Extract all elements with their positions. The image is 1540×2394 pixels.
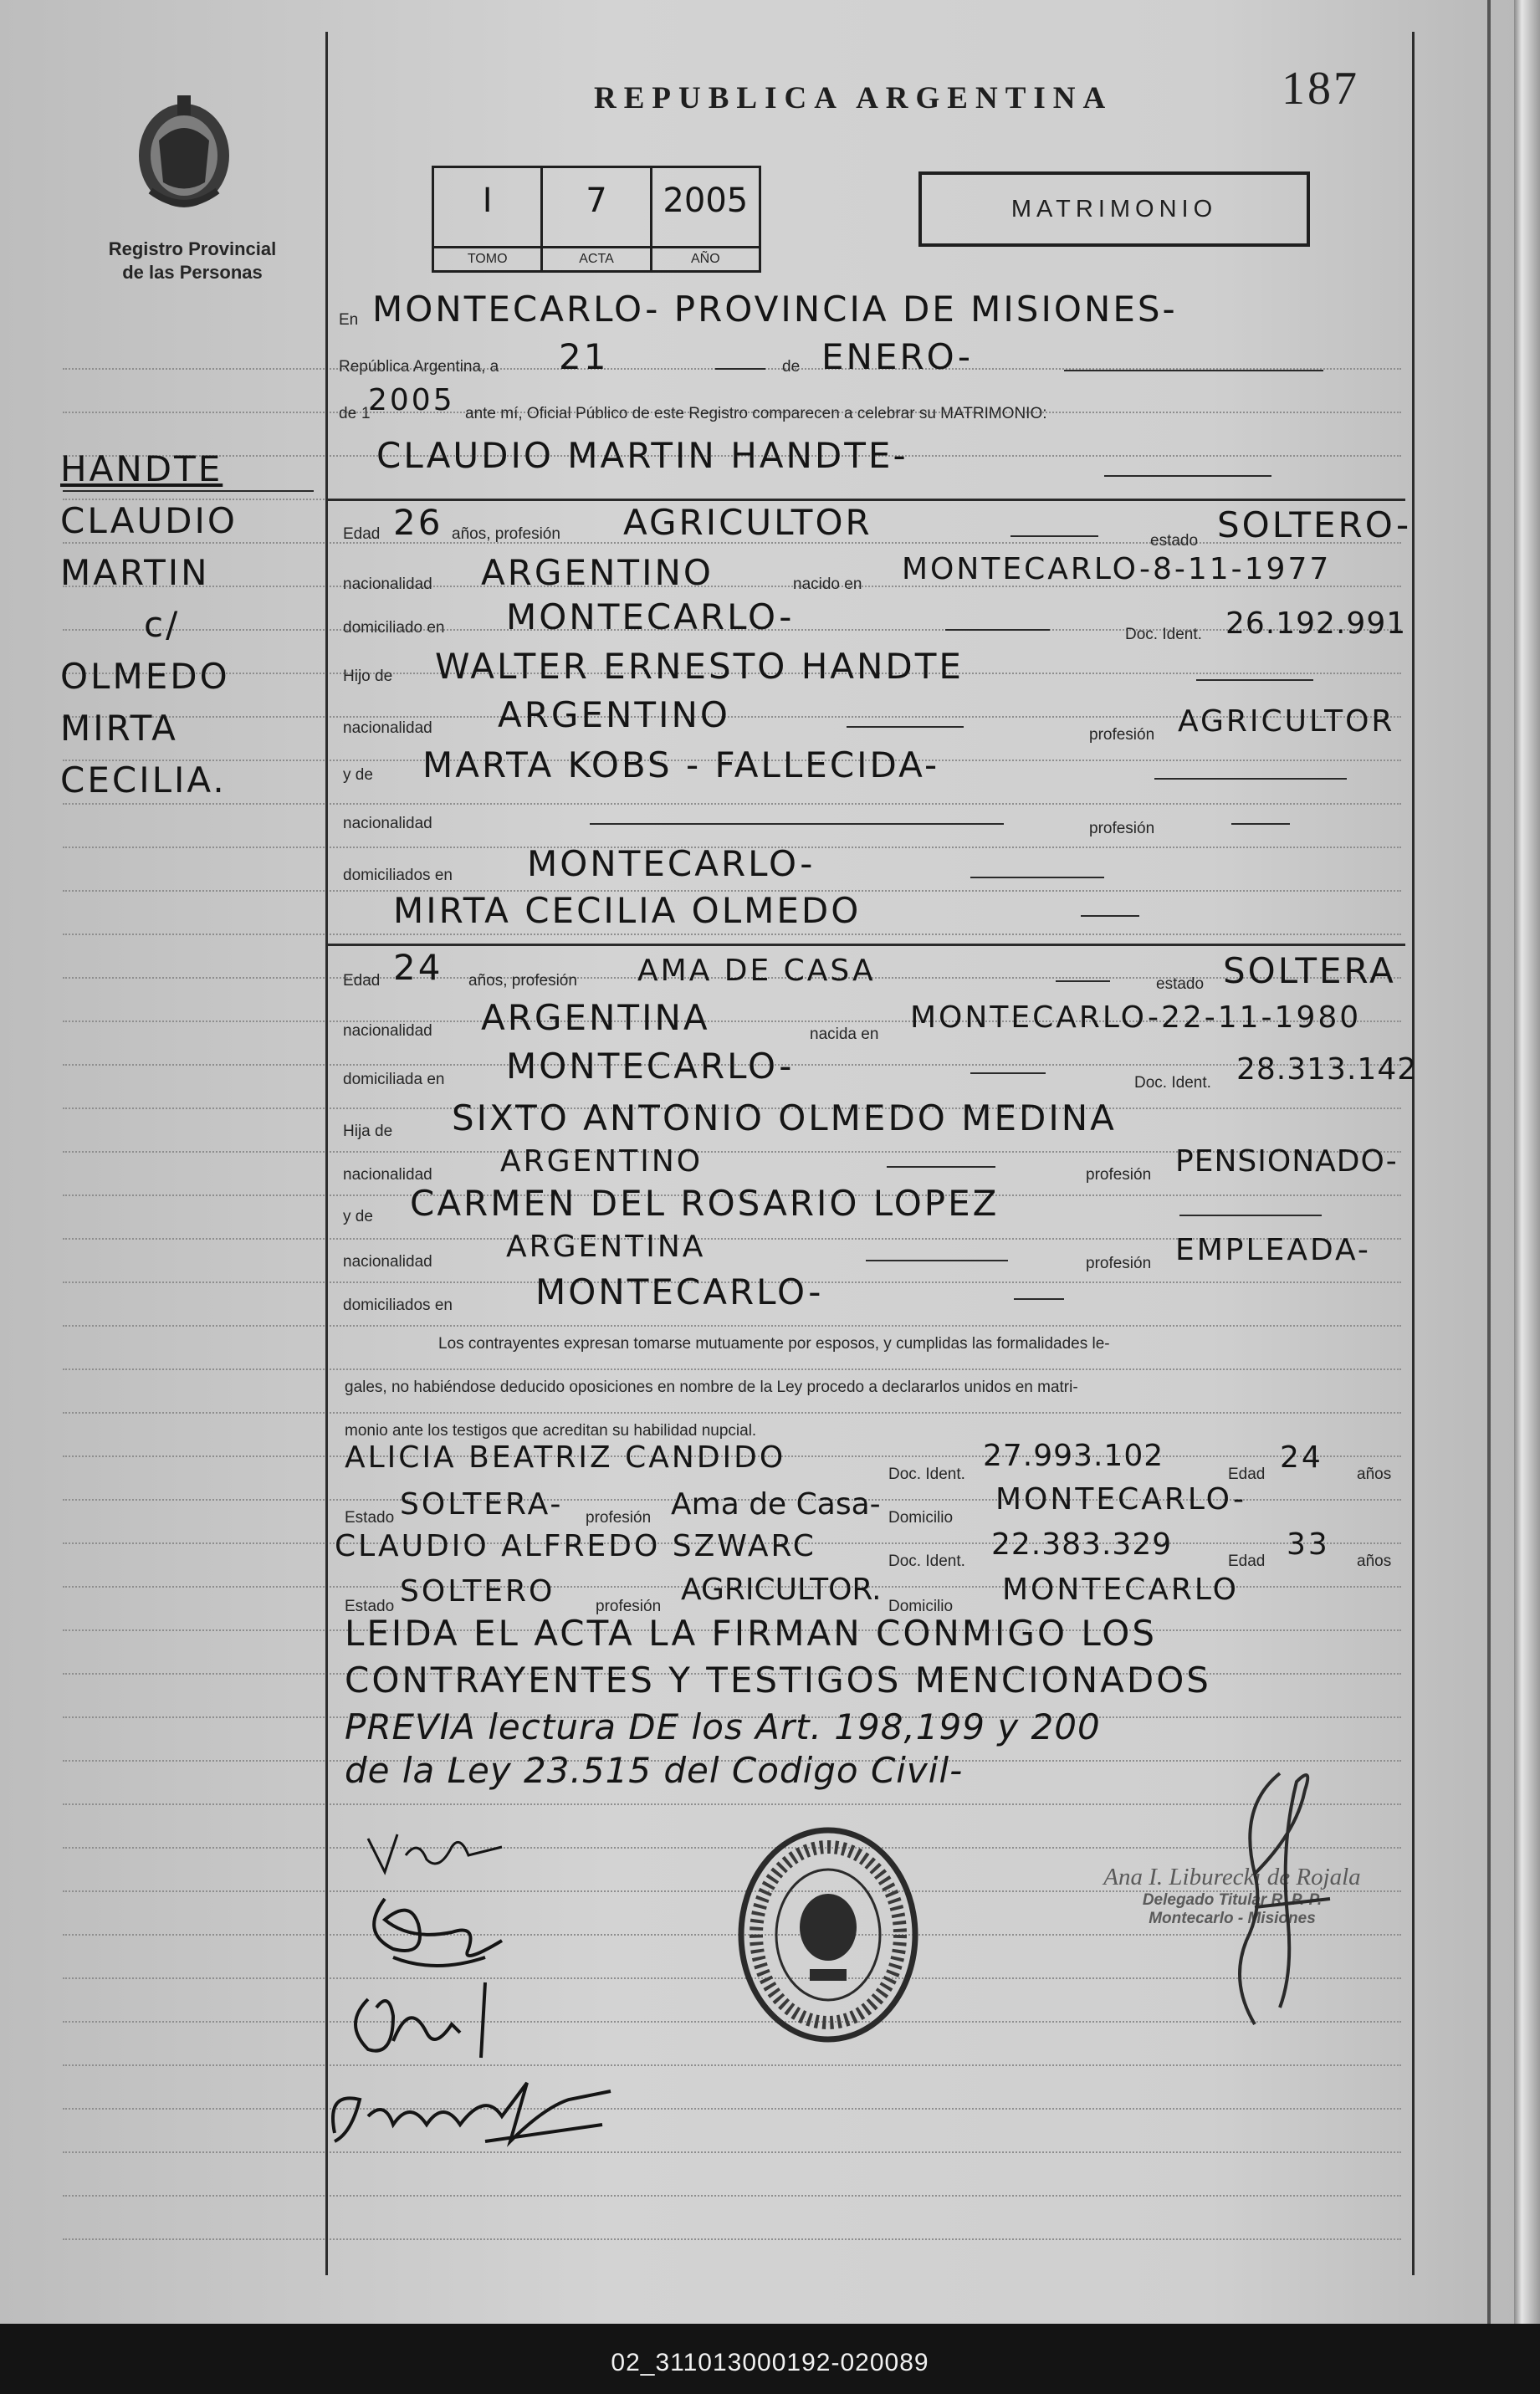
- groom-nacionalidad: ARGENTINO: [481, 552, 714, 593]
- bride-edad-label: Edad: [343, 972, 381, 990]
- witness2-doc-label: Doc. Ident.: [888, 1553, 965, 1570]
- groom-madre-prof-rule: [1231, 823, 1290, 825]
- witness1-estado: SOLTERA-: [400, 1487, 564, 1522]
- groom-anos-prof-label: años, profesión: [452, 525, 560, 543]
- witness1-doc: 27.993.102: [983, 1439, 1164, 1473]
- bride-nac-label: nacionalidad: [343, 1022, 432, 1040]
- margin-note-line: CECILIA.: [60, 760, 227, 801]
- margin-note-line: MARTIN: [60, 552, 210, 593]
- witness2-estado-label: Estado: [345, 1598, 395, 1615]
- margin-note-line: MIRTA: [60, 708, 178, 749]
- witness2-profesion: AGRICULTOR.: [681, 1573, 882, 1607]
- groom-hijo-label: Hijo de: [343, 668, 393, 685]
- groom-padre-nac: ARGENTINO: [498, 694, 730, 735]
- ruled-line: [63, 1368, 1401, 1371]
- official-role: Delegado Titular R. P. P.: [1142, 1891, 1323, 1909]
- page-edge: [1514, 0, 1540, 2324]
- witness2-estado: SOLTERO: [400, 1574, 555, 1609]
- bride-profesion-rule: [1056, 980, 1110, 982]
- bride-domicilio: MONTECARLO-: [506, 1046, 795, 1087]
- record-type-box: MATRIMONIO: [918, 171, 1310, 247]
- margin-rule-right: [1412, 32, 1415, 2275]
- groom-padre-prof-label: profesión: [1089, 726, 1155, 744]
- groom-padre-rule: [1196, 679, 1313, 681]
- bride-yde-label: y de: [343, 1208, 373, 1225]
- witness1-estado-label: Estado: [345, 1509, 395, 1527]
- bride-madre-prof: EMPLEADA-: [1175, 1233, 1371, 1267]
- bride-estado-label: estado: [1156, 975, 1205, 993]
- appear-text: ante mí, Oficial Público de este Registro comparecen a celebrar su MATRIMONIO:: [465, 405, 1047, 422]
- anio-box: [652, 168, 759, 270]
- bride-doc: 28.313.142: [1236, 1052, 1418, 1087]
- groom-padres-dom-label: domiciliados en: [343, 867, 453, 884]
- provincial-crest-icon: [130, 90, 238, 216]
- declaration-line: gales, no habiéndose deducido oposiciones en nombre de la Ley procedo a declararlos unidos en matri-: [345, 1379, 1078, 1396]
- groom-padre-nac-label: nacionalidad: [343, 719, 432, 737]
- groom-domicilio-rule: [945, 629, 1050, 631]
- bride-doc-label: Doc. Ident.: [1134, 1074, 1211, 1092]
- bride-estado: SOLTERA: [1223, 950, 1396, 991]
- closing-line: CONTRAYENTES Y TESTIGOS MENCIONADOS: [345, 1660, 1211, 1701]
- margin-note-line: CLAUDIO: [60, 500, 238, 541]
- registry-name-line-1: Registro Provincial: [108, 238, 277, 259]
- groom-padres-dom-rule: [970, 877, 1104, 878]
- ruled-line: [63, 1977, 1401, 1980]
- en-label: En: [339, 311, 359, 329]
- witness1-edad: 24: [1280, 1440, 1323, 1475]
- ruled-line: [63, 1934, 1401, 1936]
- bride-nacida-label: nacida en: [810, 1026, 879, 1043]
- ruled-line: [63, 2151, 1401, 2154]
- ruled-line: [63, 1325, 1401, 1327]
- witness2-domicilio: MONTECARLO: [1002, 1573, 1239, 1607]
- bride-madre-nac-rule: [866, 1260, 1008, 1261]
- acta-label: ACTA: [543, 246, 649, 270]
- ruled-line: [63, 2108, 1401, 2110]
- groom-padres-dom: MONTECARLO-: [527, 843, 816, 884]
- registry-seal-icon: [736, 1825, 920, 2044]
- witness2-dom-label: Domicilio: [888, 1598, 954, 1615]
- groom-edad-label: Edad: [343, 525, 381, 543]
- ruled-line: [63, 2195, 1401, 2197]
- groom-madre-rule: [1154, 778, 1347, 780]
- bride-nacida: MONTECARLO-22-11-1980: [910, 1000, 1362, 1035]
- official-name: Ana I. Liburecki de Rojala: [1103, 1864, 1361, 1890]
- bride-nacionalidad: ARGENTINA: [481, 997, 710, 1038]
- ruled-line: [63, 2021, 1401, 2023]
- bride-profesion: AMA DE CASA: [637, 954, 876, 988]
- groom-madre-nac-label: nacionalidad: [343, 815, 432, 832]
- bride-anos-prof-label: años, profesión: [468, 972, 577, 990]
- signature-2-icon: [360, 1882, 519, 1974]
- witness2-anos-label: años: [1357, 1553, 1392, 1570]
- witness1-doc-label: Doc. Ident.: [888, 1466, 965, 1483]
- folio-number: 187: [1282, 63, 1359, 115]
- groom-nacido-label: nacido en: [793, 575, 862, 593]
- bride-padres-dom-rule: [1014, 1298, 1064, 1300]
- ruled-line: [63, 934, 1401, 936]
- closing-line: LEIDA EL ACTA LA FIRMAN CONMIGO LOS: [345, 1613, 1158, 1654]
- groom-dom-label: domiciliado en: [343, 619, 445, 637]
- year-prefix: 1: [361, 405, 371, 422]
- year-value: 2005: [368, 383, 455, 417]
- groom-padre-nac-rule: [847, 726, 964, 728]
- groom-nacido: MONTECARLO-8-11-1977: [902, 552, 1332, 586]
- acta-value: 7: [586, 182, 607, 220]
- de2-label: de: [339, 405, 357, 422]
- bride-padre-nac: ARGENTINO: [500, 1144, 703, 1179]
- groom-madre-prof-label: profesión: [1089, 820, 1155, 837]
- groom-domicilio: MONTECARLO-: [506, 596, 795, 637]
- tomo-label: TOMO: [434, 246, 540, 270]
- day-rule: [715, 368, 765, 370]
- ruled-line: [63, 1412, 1401, 1414]
- groom-doc-label: Doc. Ident.: [1125, 626, 1202, 643]
- day-value: 21: [559, 336, 609, 377]
- witness2-doc: 22.383.329: [991, 1527, 1173, 1562]
- month-rule: [1064, 370, 1323, 371]
- groom-madre-nac-rule: [590, 823, 1004, 825]
- witness2-prof-label: profesión: [596, 1598, 662, 1615]
- republica-label: República Argentina, a: [339, 358, 499, 376]
- bride-madre-prof-label: profesión: [1086, 1255, 1152, 1272]
- witness1-name: ALICIA BEATRIZ CANDIDO: [345, 1440, 786, 1475]
- signature-4-icon: [318, 2066, 627, 2158]
- groom-madre: MARTA KOBS - FALLECIDA-: [422, 744, 940, 785]
- bride-padre-nac-label: nacionalidad: [343, 1166, 432, 1184]
- groom-name: CLAUDIO MARTIN HANDTE-: [376, 435, 908, 476]
- tomo-value: I: [482, 182, 493, 220]
- binding-rule: [1487, 0, 1491, 2324]
- de-label: de: [782, 358, 801, 376]
- ruled-line: [63, 2238, 1401, 2241]
- groom-yde-label: y de: [343, 766, 373, 784]
- margin-note-line: c/: [144, 604, 181, 645]
- record-number-boxes: [432, 166, 761, 273]
- official-signature-icon: [1205, 1757, 1347, 2041]
- groom-profesion-rule: [1010, 535, 1098, 537]
- margin-note-line: HANDTE: [60, 448, 223, 489]
- scan-caption: 02_311013000192-020089: [611, 2349, 929, 2376]
- closing-line: de la Ley 23.515 del Codigo Civil-: [345, 1750, 964, 1791]
- bride-padre: SIXTO ANTONIO OLMEDO MEDINA: [452, 1097, 1117, 1138]
- groom-profesion: AGRICULTOR: [623, 502, 872, 543]
- bride-name: MIRTA CECILIA OLMEDO: [393, 890, 862, 931]
- witness1-edad-label: Edad: [1228, 1466, 1266, 1483]
- witness1-profesion: Ama de Casa-: [671, 1487, 881, 1522]
- groom-name-rule: [1104, 475, 1271, 477]
- bride-madre-nac: ARGENTINA: [506, 1230, 706, 1264]
- registry-name: [75, 238, 310, 284]
- bride-padre-nac-rule: [887, 1166, 995, 1168]
- bride-domicilio-rule: [970, 1072, 1046, 1074]
- acta-box: [543, 168, 652, 270]
- closing-line: PREVIA lectura DE los Art. 198,199 y 200: [345, 1706, 1101, 1747]
- bride-padre-prof: PENSIONADO-: [1175, 1144, 1398, 1179]
- bride-hija-label: Hija de: [343, 1123, 393, 1140]
- bride-padres-dom: MONTECARLO-: [535, 1271, 824, 1312]
- anio-label: AÑO: [652, 246, 759, 270]
- margin-note-line: OLMEDO: [60, 656, 230, 697]
- witness1-domicilio: MONTECARLO-: [995, 1482, 1246, 1517]
- witness1-prof-label: profesión: [586, 1509, 652, 1527]
- declaration-line: monio ante los testigos que acreditan su habilidad nupcial.: [345, 1422, 757, 1440]
- bride-edad: 24: [393, 947, 443, 988]
- witness2-name: CLAUDIO ALFREDO SZWARC: [335, 1529, 816, 1563]
- ruled-line: [63, 1847, 1401, 1849]
- witness2-edad-label: Edad: [1228, 1553, 1266, 1570]
- tomo-box: [434, 168, 543, 270]
- margin-note: [60, 443, 311, 806]
- witness1-dom-label: Domicilio: [888, 1509, 954, 1527]
- bride-name-rule: [1081, 915, 1139, 917]
- groom-nac-label: nacionalidad: [343, 575, 432, 593]
- declaration-line: Los contrayentes expresan tomarse mutuamente por esposos, y cumplidas las formalidades le-: [438, 1335, 1110, 1353]
- section-divider: [326, 499, 1405, 501]
- groom-padre-prof: AGRICULTOR: [1178, 704, 1395, 739]
- margin-note-rule: [63, 490, 314, 492]
- groom-doc: 26.192.991: [1225, 606, 1407, 641]
- section-divider: [326, 944, 1405, 946]
- groom-estado: SOLTERO-: [1217, 504, 1412, 545]
- anio-value: 2005: [663, 182, 749, 220]
- ruled-line: [63, 2064, 1401, 2067]
- place-value: MONTECARLO- PROVINCIA DE MISIONES-: [372, 289, 1178, 330]
- margin-rule-left: [325, 32, 328, 2275]
- bride-madre-nac-label: nacionalidad: [343, 1253, 432, 1271]
- official-place: Montecarlo - Misiones: [1149, 1910, 1316, 1927]
- bride-padres-dom-label: domiciliados en: [343, 1297, 453, 1314]
- signature-3-icon: [343, 1974, 502, 2066]
- groom-estado-label: estado: [1150, 532, 1199, 550]
- registry-name-line-2: de las Personas: [122, 262, 263, 283]
- groom-edad: 26: [393, 502, 443, 543]
- groom-padre: WALTER ERNESTO HANDTE: [435, 646, 964, 687]
- ruled-line: [63, 1803, 1401, 1806]
- signature-1-icon: [360, 1822, 510, 1880]
- page-title: REPUBLICA ARGENTINA: [594, 81, 1113, 115]
- bride-madre-rule: [1179, 1215, 1322, 1216]
- bride-dom-label: domiciliada en: [343, 1071, 445, 1088]
- witness1-anos-label: años: [1357, 1466, 1392, 1483]
- bride-padre-prof-label: profesión: [1086, 1166, 1152, 1184]
- witness2-edad: 33: [1287, 1527, 1330, 1562]
- month-value: ENERO-: [821, 336, 974, 377]
- bride-madre: CARMEN DEL ROSARIO LOPEZ: [410, 1183, 1000, 1224]
